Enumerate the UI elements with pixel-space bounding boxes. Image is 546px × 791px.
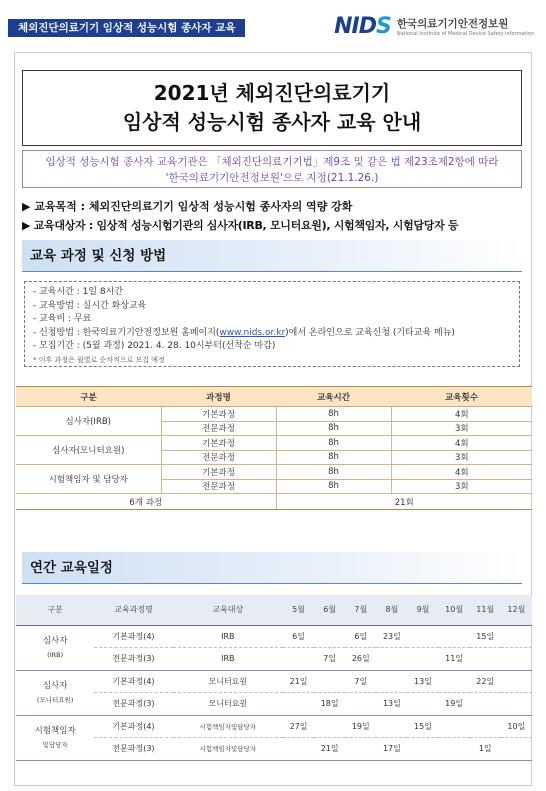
schedule-course: 전문과정(3) [94,693,172,716]
schedule-row [16,648,532,671]
course-col-name: 과정명 [161,387,276,407]
schedule-day: 7일 [345,670,376,693]
schedule-group-name: 심사자 (모니터요원) [16,670,94,715]
table-row: 심사자(IRB) 기본과정 8h 4회 [16,407,532,422]
title-line-1: 2021년 체외진단의료기기 [153,81,391,105]
logo-english-name: National Institute of Medical Device Safety Information [396,31,534,37]
schedule-group-name: 시험책임자 및담당자 [16,715,94,760]
schedule-row [16,715,532,738]
info-period: - 모집기간 : (5월 과정) 2021. 4. 28. 10시부터(선착순 마감) [33,341,276,351]
course-group-name: 시험책임자 및 담당자 [16,465,161,494]
page-title [22,70,522,146]
schedule-day: 23일 [376,625,407,648]
sched-col-jul: 7월 [345,595,376,625]
info-note: * 이후 과정은 월별로 순차적으로 모집 예정 [33,355,165,364]
course-group-name: 심사자(모니터요원) [16,436,161,465]
table-row: 전문과정 8h 3회 [16,479,532,494]
purpose-list [22,197,532,235]
notice-line-2: '한국의료기기안전정보원'으로 지정(21.1.26.) [165,172,379,184]
schedule-table [16,595,532,761]
schedule-day [470,648,501,671]
info-time: - 교육시간 : 1일 8시간 [33,287,124,297]
schedule-target: IRB [173,648,283,671]
schedule-day [407,648,438,671]
sched-col-jun: 6월 [314,595,345,625]
header-bar [0,0,546,50]
schedule-course: 전문과정(3) [94,648,172,671]
schedule-day: 17일 [376,738,407,761]
schedule-day: 21일 [283,670,314,693]
education-target: ▶ 교육대상자 : 임상적 성능시험기관의 심사자(IRB, 모니터요원), 시험책임자, 시험담당자 등 [22,219,459,232]
schedule-day [283,693,314,716]
designation-notice [22,150,522,188]
schedule-day [314,715,345,738]
sched-col-aug: 8월 [376,595,407,625]
schedule-day [345,738,376,761]
table-row: 전문과정 8h 3회 [16,450,532,465]
course-group-name: 심사자(IRB) [16,407,161,436]
schedule-day: 26일 [345,648,376,671]
schedule-day [345,693,376,716]
schedule-day [407,625,438,648]
sched-col-oct: 10월 [439,595,470,625]
schedule-day [376,648,407,671]
header-tag: 체외진단의료기기 임상적 성능시험 종사자 교육 [8,19,245,37]
section-schedule-header: 연간 교육일정 [22,552,522,584]
schedule-course: 기본과정(4) [94,715,172,738]
schedule-group-name: 심사자 (IRB) [16,625,94,670]
info-fee: - 교육비 : 무료 [33,314,92,324]
total-sessions: 21회 [276,494,532,510]
schedule-day: 27일 [283,715,314,738]
schedule-day [501,625,532,648]
course-total-row [16,494,532,510]
schedule-day: 21일 [314,738,345,761]
logo-mark: NIDS [334,14,391,39]
sched-col-target: 교육대상 [173,595,283,625]
table-row: 심사자(모니터요원) 기본과정 8h 4회 [16,436,532,451]
schedule-day: 22일 [470,670,501,693]
nids-homepage-link[interactable]: www.nids.or.kr [219,327,286,338]
schedule-row [16,693,532,716]
sched-col-may: 5월 [283,595,314,625]
schedule-day: 19일 [345,715,376,738]
info-method: - 교육방법 : 실시간 화상교육 [33,300,147,311]
schedule-day: 18일 [314,693,345,716]
schedule-day [439,715,470,738]
schedule-day: 15일 [407,715,438,738]
schedule-day [314,670,345,693]
sched-col-category: 구분 [16,595,94,625]
schedule-day: 6일 [283,625,314,648]
schedule-course: 기본과정(4) [94,625,172,648]
total-courses: 6개 과정 [16,494,276,510]
schedule-day [439,625,470,648]
schedule-day: 11일 [439,648,470,671]
schedule-day [501,693,532,716]
course-col-hours: 교육시간 [276,387,391,407]
title-line-2: 임상적 성능시험 종사자 교육 안내 [122,110,422,134]
schedule-day [501,648,532,671]
sched-col-sep: 9월 [407,595,438,625]
notice-line-1: 임상적 성능시험 종사자 교육기관은 「체외진단의료기기법」제9조 및 같은 법 제23조제2항에 따라 [45,156,499,168]
schedule-day: 19일 [439,693,470,716]
schedule-day [376,670,407,693]
schedule-course: 전문과정(3) [94,738,172,761]
schedule-row [16,670,532,693]
course-col-category: 구분 [16,387,161,407]
schedule-day: 10일 [501,715,532,738]
table-row: 전문과정 8h 3회 [16,421,532,436]
application-info [24,281,520,367]
schedule-target: 모니터요원 [173,693,283,716]
schedule-day [439,670,470,693]
schedule-day: 15일 [470,625,501,648]
schedule-day: 7일 [314,648,345,671]
logo-korean-name: 한국의료기기안전정보원 [396,18,509,30]
sched-col-course: 교육과정명 [94,595,172,625]
course-table [16,386,532,510]
schedule-target: 시험책임자및담당자 [173,738,283,761]
schedule-day: 13일 [407,670,438,693]
schedule-day [283,738,314,761]
schedule-course: 기본과정(4) [94,670,172,693]
course-col-count: 교육횟수 [391,387,532,407]
schedule-row [16,625,532,648]
section-courses-header: 교육 과정 및 신청 방법 [22,240,522,272]
table-row: 시험책임자 및 담당자 기본과정 8h 4회 [16,465,532,480]
info-apply: - 신청방법 : 한국의료기기안전정보원 홈페이지(www.nids.or.kr)에서 온라인으로 교육신청 (기타교육 메뉴) [33,327,455,338]
schedule-day: 13일 [376,693,407,716]
schedule-day [501,670,532,693]
education-purpose: ▶ 교육목적 : 체외진단의료기기 임상적 성능시험 종사자의 역량 강화 [22,200,353,213]
schedule-day: 1일 [470,738,501,761]
sched-col-dec: 12월 [501,595,532,625]
schedule-day [314,625,345,648]
schedule-target: 시험책임자및담당자 [173,715,283,738]
schedule-day [470,693,501,716]
schedule-day [376,715,407,738]
schedule-day [439,738,470,761]
schedule-target: 모니터요원 [173,670,283,693]
schedule-row [16,738,532,761]
schedule-day: 6일 [345,625,376,648]
schedule-day [283,648,314,671]
schedule-day [407,738,438,761]
schedule-target: IRB [173,625,283,648]
schedule-day [501,738,532,761]
nids-logo [334,14,534,39]
schedule-day [470,715,501,738]
sched-col-nov: 11월 [470,595,501,625]
schedule-day [407,693,438,716]
